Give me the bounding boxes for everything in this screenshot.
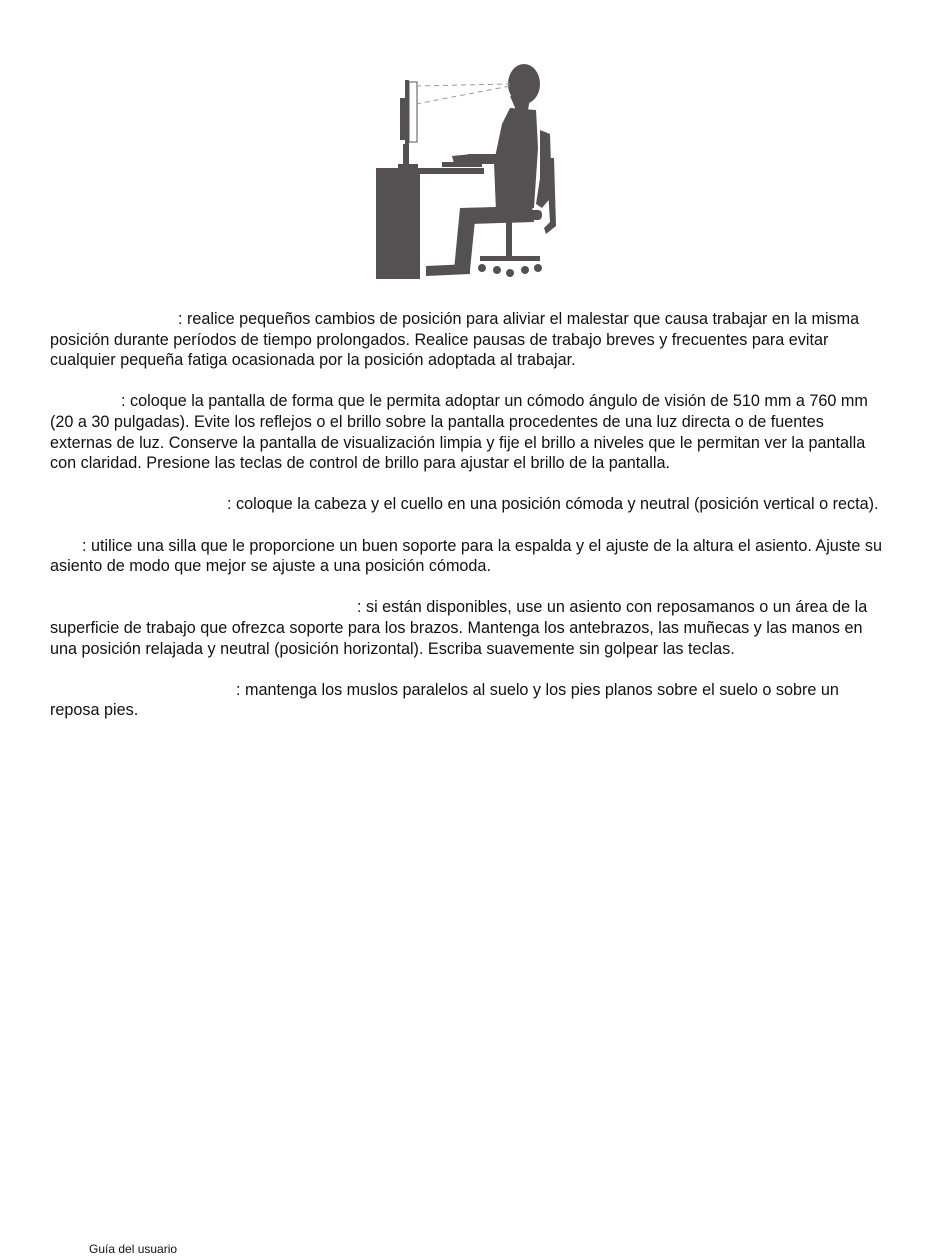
paragraph-text: : utilice una silla que le proporcione un buen soporte para la espalda y el ajuste de la altura el asiento. Ajuste su asiento de modo que mejor se ajuste a una posición cómoda. — [50, 536, 883, 576]
paragraph-display — [50, 391, 890, 473]
term-placeholder — [50, 550, 82, 551]
paragraph-text: : mantenga los muslos paralelos al suelo y los pies planos sobre el suelo o sobre un reposa pies. — [50, 680, 839, 720]
ergonomics-tips — [50, 309, 890, 741]
paragraph-legs — [50, 680, 890, 721]
term-placeholder — [50, 405, 121, 406]
footer-label: Guía del usuario — [89, 1242, 178, 1256]
paragraph-chair — [50, 536, 890, 577]
term-placeholder — [50, 508, 227, 509]
paragraph-text: : realice pequeños cambios de posición para aliviar el malestar que causa trabajar en la misma posición durante períodos de tiempo prolongados. Realice pausas de trabajo breves y frecuentes para evitar cualquier pequeña fatiga ocasionada por la posición adoptada al trabajar. — [50, 310, 860, 370]
paragraph-text: : coloque la cabeza y el cuello en una posición cómoda y neutral (posición vertical o recta). — [227, 495, 879, 514]
paragraph-position — [50, 309, 890, 371]
paragraph-text: : coloque la pantalla de forma que le permita adoptar un cómodo ángulo de visión de 510 mm a 760 mm (20 a 30 pulgadas). Evite los reflejos o el brillo sobre la pantalla procedentes de una luz directa o de fuentes externas de luz. Conserve la pantalla de visualización limpia y fije el brillo a niveles que le permitan ver la pantalla con claridad. Presione las teclas de control de brillo para ajustar el brillo de la pantalla. — [50, 392, 868, 473]
term-placeholder — [50, 323, 178, 324]
ergonomic-workstation-icon — [370, 58, 560, 283]
paragraph-head — [50, 494, 890, 515]
term-placeholder — [50, 694, 236, 695]
paragraph-text: : si están disponibles, use un asiento con reposamanos o un área de la superficie de trabajo que ofrezca soporte para los brazos. Mantenga los antebrazos, las muñecas y las manos en una posición relajada y neutral (posición horizontal). Escriba suavemente sin golpear las teclas. — [50, 598, 868, 658]
term-placeholder — [50, 611, 357, 612]
paragraph-arms — [50, 597, 890, 659]
